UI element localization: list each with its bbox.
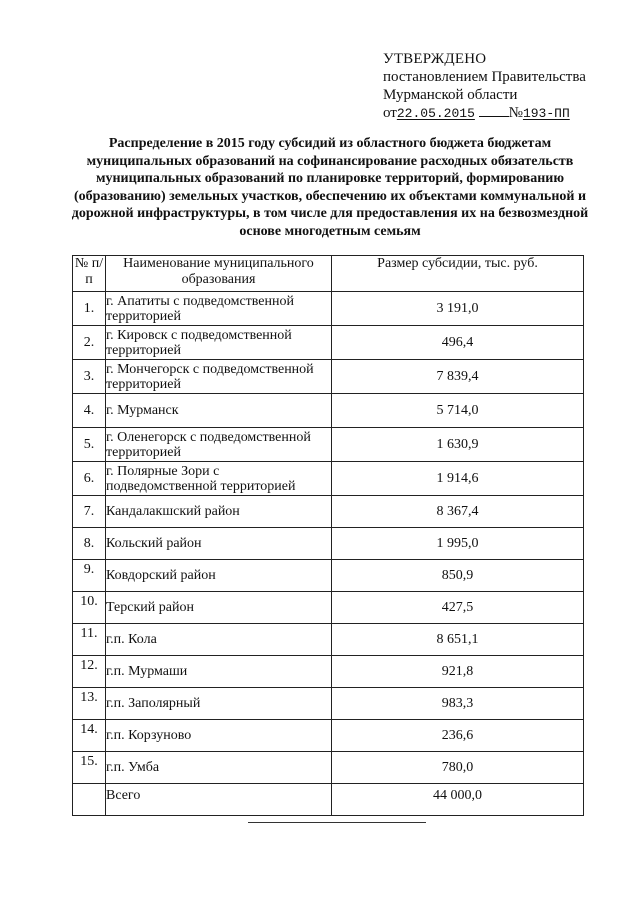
row-num: 12.: [73, 656, 106, 688]
approval-block: [383, 50, 623, 123]
row-num: 9.: [73, 560, 106, 592]
row-num: 8.: [73, 528, 106, 560]
table-row: [73, 720, 584, 752]
approval-date: 22.05.2015: [396, 106, 475, 121]
row-amount: 496,4: [332, 326, 584, 360]
table-body: [73, 292, 584, 816]
row-amount: 8 367,4: [332, 496, 584, 528]
table-row: [73, 428, 584, 462]
row-name: г.п. Кола: [106, 624, 332, 656]
row-amount: 3 191,0: [332, 292, 584, 326]
row-num: 7.: [73, 496, 106, 528]
table-row: [73, 360, 584, 394]
total-amount: 44 000,0: [332, 784, 584, 816]
row-num: 15.: [73, 752, 106, 784]
row-name: г. Полярные Зори с подведомственной территорией: [106, 462, 332, 496]
table-row: [73, 560, 584, 592]
row-num: 11.: [73, 624, 106, 656]
closing-line: [248, 822, 426, 823]
row-amount: 1 995,0: [332, 528, 584, 560]
row-amount: 850,9: [332, 560, 584, 592]
total-num-cell: [73, 784, 106, 816]
approval-underline: [479, 116, 509, 117]
row-amount: 427,5: [332, 592, 584, 624]
table-row: [73, 292, 584, 326]
row-num: 14.: [73, 720, 106, 752]
approval-number-prefix: №: [508, 105, 523, 121]
approval-heading: УТВЕРЖДЕНО: [383, 51, 487, 67]
approval-from-prefix: от: [383, 105, 397, 121]
row-amount: 1 630,9: [332, 428, 584, 462]
row-num: 3.: [73, 360, 106, 394]
row-amount: 921,8: [332, 656, 584, 688]
row-num: 2.: [73, 326, 106, 360]
row-num: 4.: [73, 394, 106, 428]
table-header-row: [73, 256, 584, 292]
subsidy-table: [72, 255, 584, 816]
table-row: [73, 752, 584, 784]
row-name: г.п. Заполярный: [106, 688, 332, 720]
row-amount: 236,6: [332, 720, 584, 752]
row-name: Кандалакшский район: [106, 496, 332, 528]
approval-line-1: постановлением Правительства: [383, 69, 586, 85]
document-title: Распределение в 2015 году субсидий из областного бюджета бюджетам муниципальных образований на софинансирование расходных обязательств муниципальных образований по планировке территорий, формированию (образованию) земельных участков, обеспечению их объектами коммунальной и дорожной инфраструктуры, в том числе для предоставления их на безвозмездной основе многодетным семьям: [71, 136, 589, 239]
table-total-row: [73, 784, 584, 816]
approval-number: 193-ПП: [522, 106, 570, 121]
header-num: № п/п: [73, 256, 106, 292]
row-name: г. Мончегорск с подведомственной территорией: [106, 360, 332, 394]
row-num: 13.: [73, 688, 106, 720]
approval-date-line: [383, 104, 623, 123]
approval-line-2: Мурманской области: [383, 87, 518, 103]
row-num: 1.: [73, 292, 106, 326]
table-row: [73, 592, 584, 624]
row-amount: 8 651,1: [332, 624, 584, 656]
row-name: г.п. Мурмаши: [106, 656, 332, 688]
row-name: Кольский район: [106, 528, 332, 560]
table-row: [73, 496, 584, 528]
table-row: [73, 624, 584, 656]
row-name: Ковдорский район: [106, 560, 332, 592]
row-name: г.п. Корзуново: [106, 720, 332, 752]
row-name: г. Мурманск: [106, 394, 332, 428]
header-amount: Размер субсидии, тыс. руб.: [332, 256, 584, 292]
table-row: [73, 394, 584, 428]
row-num: 5.: [73, 428, 106, 462]
row-num: 10.: [73, 592, 106, 624]
table-row: [73, 326, 584, 360]
row-num: 6.: [73, 462, 106, 496]
table-row: [73, 528, 584, 560]
table-row: [73, 688, 584, 720]
row-name: г. Апатиты с подведомственной территорией: [106, 292, 332, 326]
table-row: [73, 656, 584, 688]
row-name: г. Кировск с подведомственной территорией: [106, 326, 332, 360]
row-amount: 983,3: [332, 688, 584, 720]
table-row: [73, 462, 584, 496]
row-amount: 7 839,4: [332, 360, 584, 394]
header-name: Наименование муниципального образования: [106, 256, 332, 292]
row-amount: 1 914,6: [332, 462, 584, 496]
row-amount: 5 714,0: [332, 394, 584, 428]
row-name: Терский район: [106, 592, 332, 624]
row-amount: 780,0: [332, 752, 584, 784]
row-name: г. Оленегорск с подведомственной территорией: [106, 428, 332, 462]
total-label: Всего: [106, 784, 332, 816]
row-name: г.п. Умба: [106, 752, 332, 784]
